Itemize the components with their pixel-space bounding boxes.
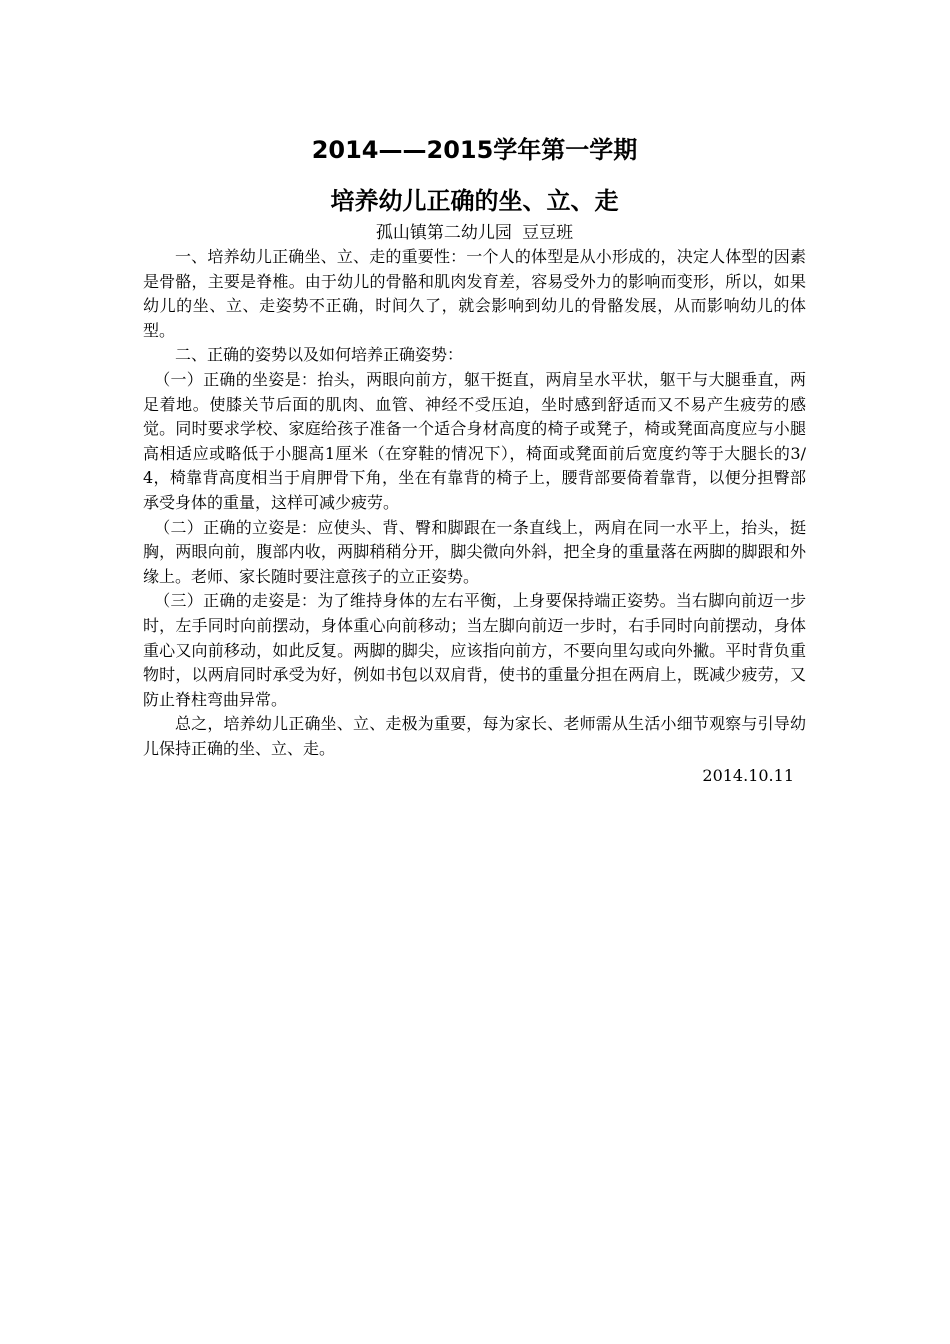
document-title-topic: 培养幼儿正确的坐、立、走 — [330, 187, 619, 215]
paragraph-sitting-posture: （一）正确的坐姿是：抬头，两眼向前方，躯干挺直，两肩呈水平状，躯干与大腿垂直，两足着地。使膝关节后面的肌肉、血管、神经不受压迫，坐时感到舒适而又不易产生疲劳的感觉。同时要求学校、家庭给孩子准备一个适合身材高度的椅子或凳子，椅或凳面高度应与小腿高相适应或略低于小腿高1厘米（在穿鞋的情况下），椅面或凳面前后宽度约等于大腿长的3/4，椅靠背高度相当于肩胛骨下角，坐在有靠背的椅子上，腰背部要倚着靠背，以便分担臀部承受身体的重量，这样可减少疲劳。 — [143, 369, 806, 512]
document-title-term: 2014——2015学年第一学期 — [311, 136, 638, 164]
paragraph-importance: 一、培养幼儿正确坐、立、走的重要性：一个人的体型是从小形成的，决定人体型的因素是骨骼，主要是脊椎。由于幼儿的骨骼和肌肉发育差，容易受外力的影响而变形，所以，如果幼儿的坐、立、走姿势不正确，时间久了，就会影响到幼儿的骨骼发展，从而影响幼儿的体型。 — [143, 247, 806, 340]
document-date: 2014.10.11 — [702, 766, 794, 786]
document-subtitle-author: 孤山镇第二幼儿园 豆豆班 — [375, 223, 574, 243]
paragraph-posture-heading: 二、正确的姿势以及如何培养正确姿势： — [175, 345, 464, 365]
paragraph-standing-posture: （二）正确的立姿是：应使头、背、臀和脚跟在一条直线上，两肩在同一水平上，抬头，挺胸，两眼向前，腹部内收，两脚稍稍分开，脚尖微向外斜，把全身的重量落在两脚的脚跟和外缘上。老师、家长随时要注意孩子的立正姿势。 — [143, 517, 806, 586]
document-body — [143, 132, 806, 789]
paragraph-conclusion: 总之，培养幼儿正确坐、立、走极为重要，每为家长、老师需从生活小细节观察与引导幼儿保持正确的坐、立、走。 — [143, 714, 806, 758]
paragraph-walking-posture: （三）正确的走姿是：为了维持身体的左右平衡，上身要保持端正姿势。当右脚向前迈一步时，左手同时向前摆动，身体重心向前移动；当左脚向前迈一步时，右手同时向前摆动，身体重心又向前移动，如此反复。两脚的脚尖，应该指向前方，不要向里勾或向外撇。平时背负重物时，以两肩同时承受为好，例如书包以双肩背，使书的重量分担在两肩上，既减少疲劳，又防止脊柱弯曲异常。 — [143, 591, 806, 709]
